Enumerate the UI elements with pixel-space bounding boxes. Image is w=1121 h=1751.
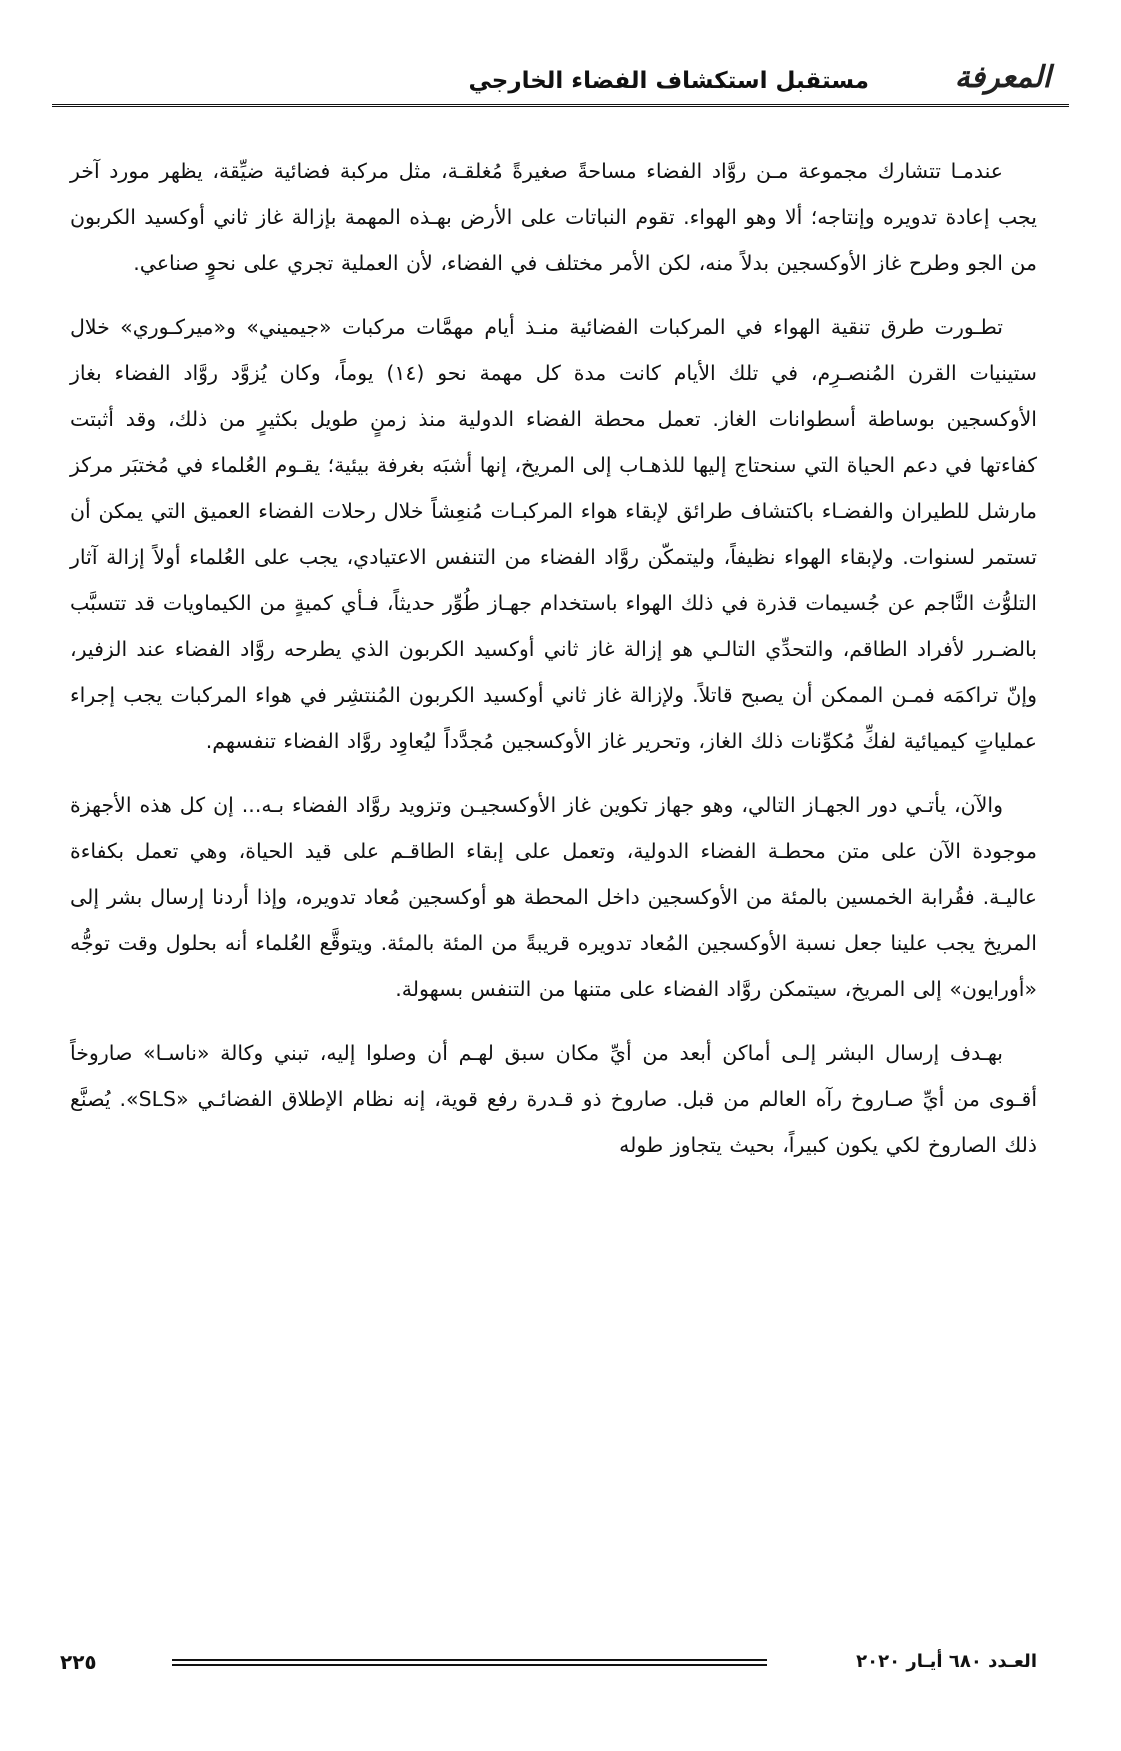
article-body	[70, 148, 1037, 1186]
paragraph-3: والآن، يأتـي دور الجهـاز التالي، وهو جهاز تكوين غاز الأوكسجيـن وتزويد روَّاد الفضاء بـه... إن كل هذه الأجهزة موجودة الآن على متن محطـة الفضاء الدولية، وتعمل على إبقاء الطاقـم على قيد الحياة، وهي تعمل بكفاءة عاليـة. فقُرابة الخمسين بالمئة من الأوكسجين داخل المحطة هو أوكسجين مُعاد تدويره، وإذا أردنا إرسال بشر إلى المريخ يجب علينا جعل نسبة الأوكسجين المُعاد تدويره قريبةً من المئة بالمئة. ويتوقَّع العُلماء أنه بحلول وقت توجُّه «أورايون» إلى المريخ، سيتمكن روَّاد الفضاء على متنها من التنفس بسهولة.	[70, 793, 1037, 1001]
page-number: ٢٢٥	[60, 1650, 97, 1674]
running-title: مستقبل استكشاف الفضاء الخارجي	[468, 68, 869, 94]
page-header	[52, 56, 1069, 106]
paragraph-1: عندمـا تتشارك مجموعة مـن روَّاد الفضاء مساحةً صغيرةً مُغلقـة، مثل مركبة فضائية ضيِّقة، يظهر مورد آخر يجب إعادة تدويره وإنتاجه؛ ألا وهو الهواء. تقوم النباتات على الأرض بهـذه المهمة بإزالة غاز ثاني أوكسيد الكربون من الجو وطرح غاز الأوكسجين بدلاً منه، لكن الأمر مختلف في الفضاء، لأن العملية تجري على نحوٍ صناعي.	[70, 159, 1037, 275]
header-divider	[52, 104, 1069, 107]
paragraph-4: بهـدف إرسال البشر إلـى أماكن أبعد من أيِّ مكان سبق لهـم أن وصلوا إليه، تبني وكالة «ناسـا» صاروخاً أقـوى من أيِّ صـاروخ رآه العالم من قبل. صاروخ ذو قـدرة رفع قوية، إنه نظام الإطلاق الفضائـي «SLS». يُصنَّع ذلك الصاروخ لكي يكون كبيراً، بحيث يتجاوز طوله	[70, 1041, 1038, 1157]
paragraph-2: تطـورت طرق تنقية الهواء في المركبات الفضائية منـذ أيام مهمَّات مركبات «جيميني» و«ميركـوري» خلال ستينيات القرن المُنصـرِم، في تلك الأيام كانت مدة كل مهمة نحو (١٤) يوماً، وكان يُزوَّد روَّاد الفضاء بغاز الأوكسجين بوساطة أسطوانات الغاز. تعمل محطة الفضاء الدولية منذ زمنٍ طويل بكثيرٍ من ذلك، وقد أثبتت كفاءتها في دعم الحياة التي سنحتاج إليها للذهـاب إلى المريخ، إنها أشبَه بغرفة بيئية؛ يقـوم العُلماء في مُختبَر مركز مارشل للطيران والفضـاء باكتشاف طرائق لإبقاء هواء المركبـات مُنعِشاً خلال رحلات الفضاء العميق التي يمكن أن تستمر لسنوات. ولإبقاء الهواء نظيفاً، وليتمكّن روَّاد الفضاء من التنفس الاعتيادي، يجب على العُلماء أولاً إزالة آثار التلوُّث النَّاجم عن جُسيمات قذرة في ذلك الهواء باستخدام جهـاز طُوِّر حديثاً، فـأي كميةٍ من الكيماويات قد تتسبَّب بالضـرر لأفراد الطاقم، والتحدِّي التالـي هو إزالة غاز ثاني أوكسيد الكربون الذي يطرحه روَّاد الفضاء عند الزفير، وإنّ تراكمَه فمـن الممكن أن يصبح قاتلاً. ولإزالة غاز ثاني أوكسيد الكربون المُنتشِر في هواء المركبات يجب إجراء عملياتٍ كيميائية لفكِّ مُكوِّنات ذلك الغاز، وتحرير غاز الأوكسجين مُجدَّداً ليُعاوِد روَّاد الفضاء تنفسهم.	[70, 315, 1037, 753]
page-footer	[60, 1644, 1037, 1680]
issue-info: العـدد ٦٨٠ أيـار ٢٠٢٠	[856, 1651, 1037, 1672]
footer-divider	[172, 1659, 767, 1666]
journal-logo: المعرفة	[954, 60, 1051, 95]
